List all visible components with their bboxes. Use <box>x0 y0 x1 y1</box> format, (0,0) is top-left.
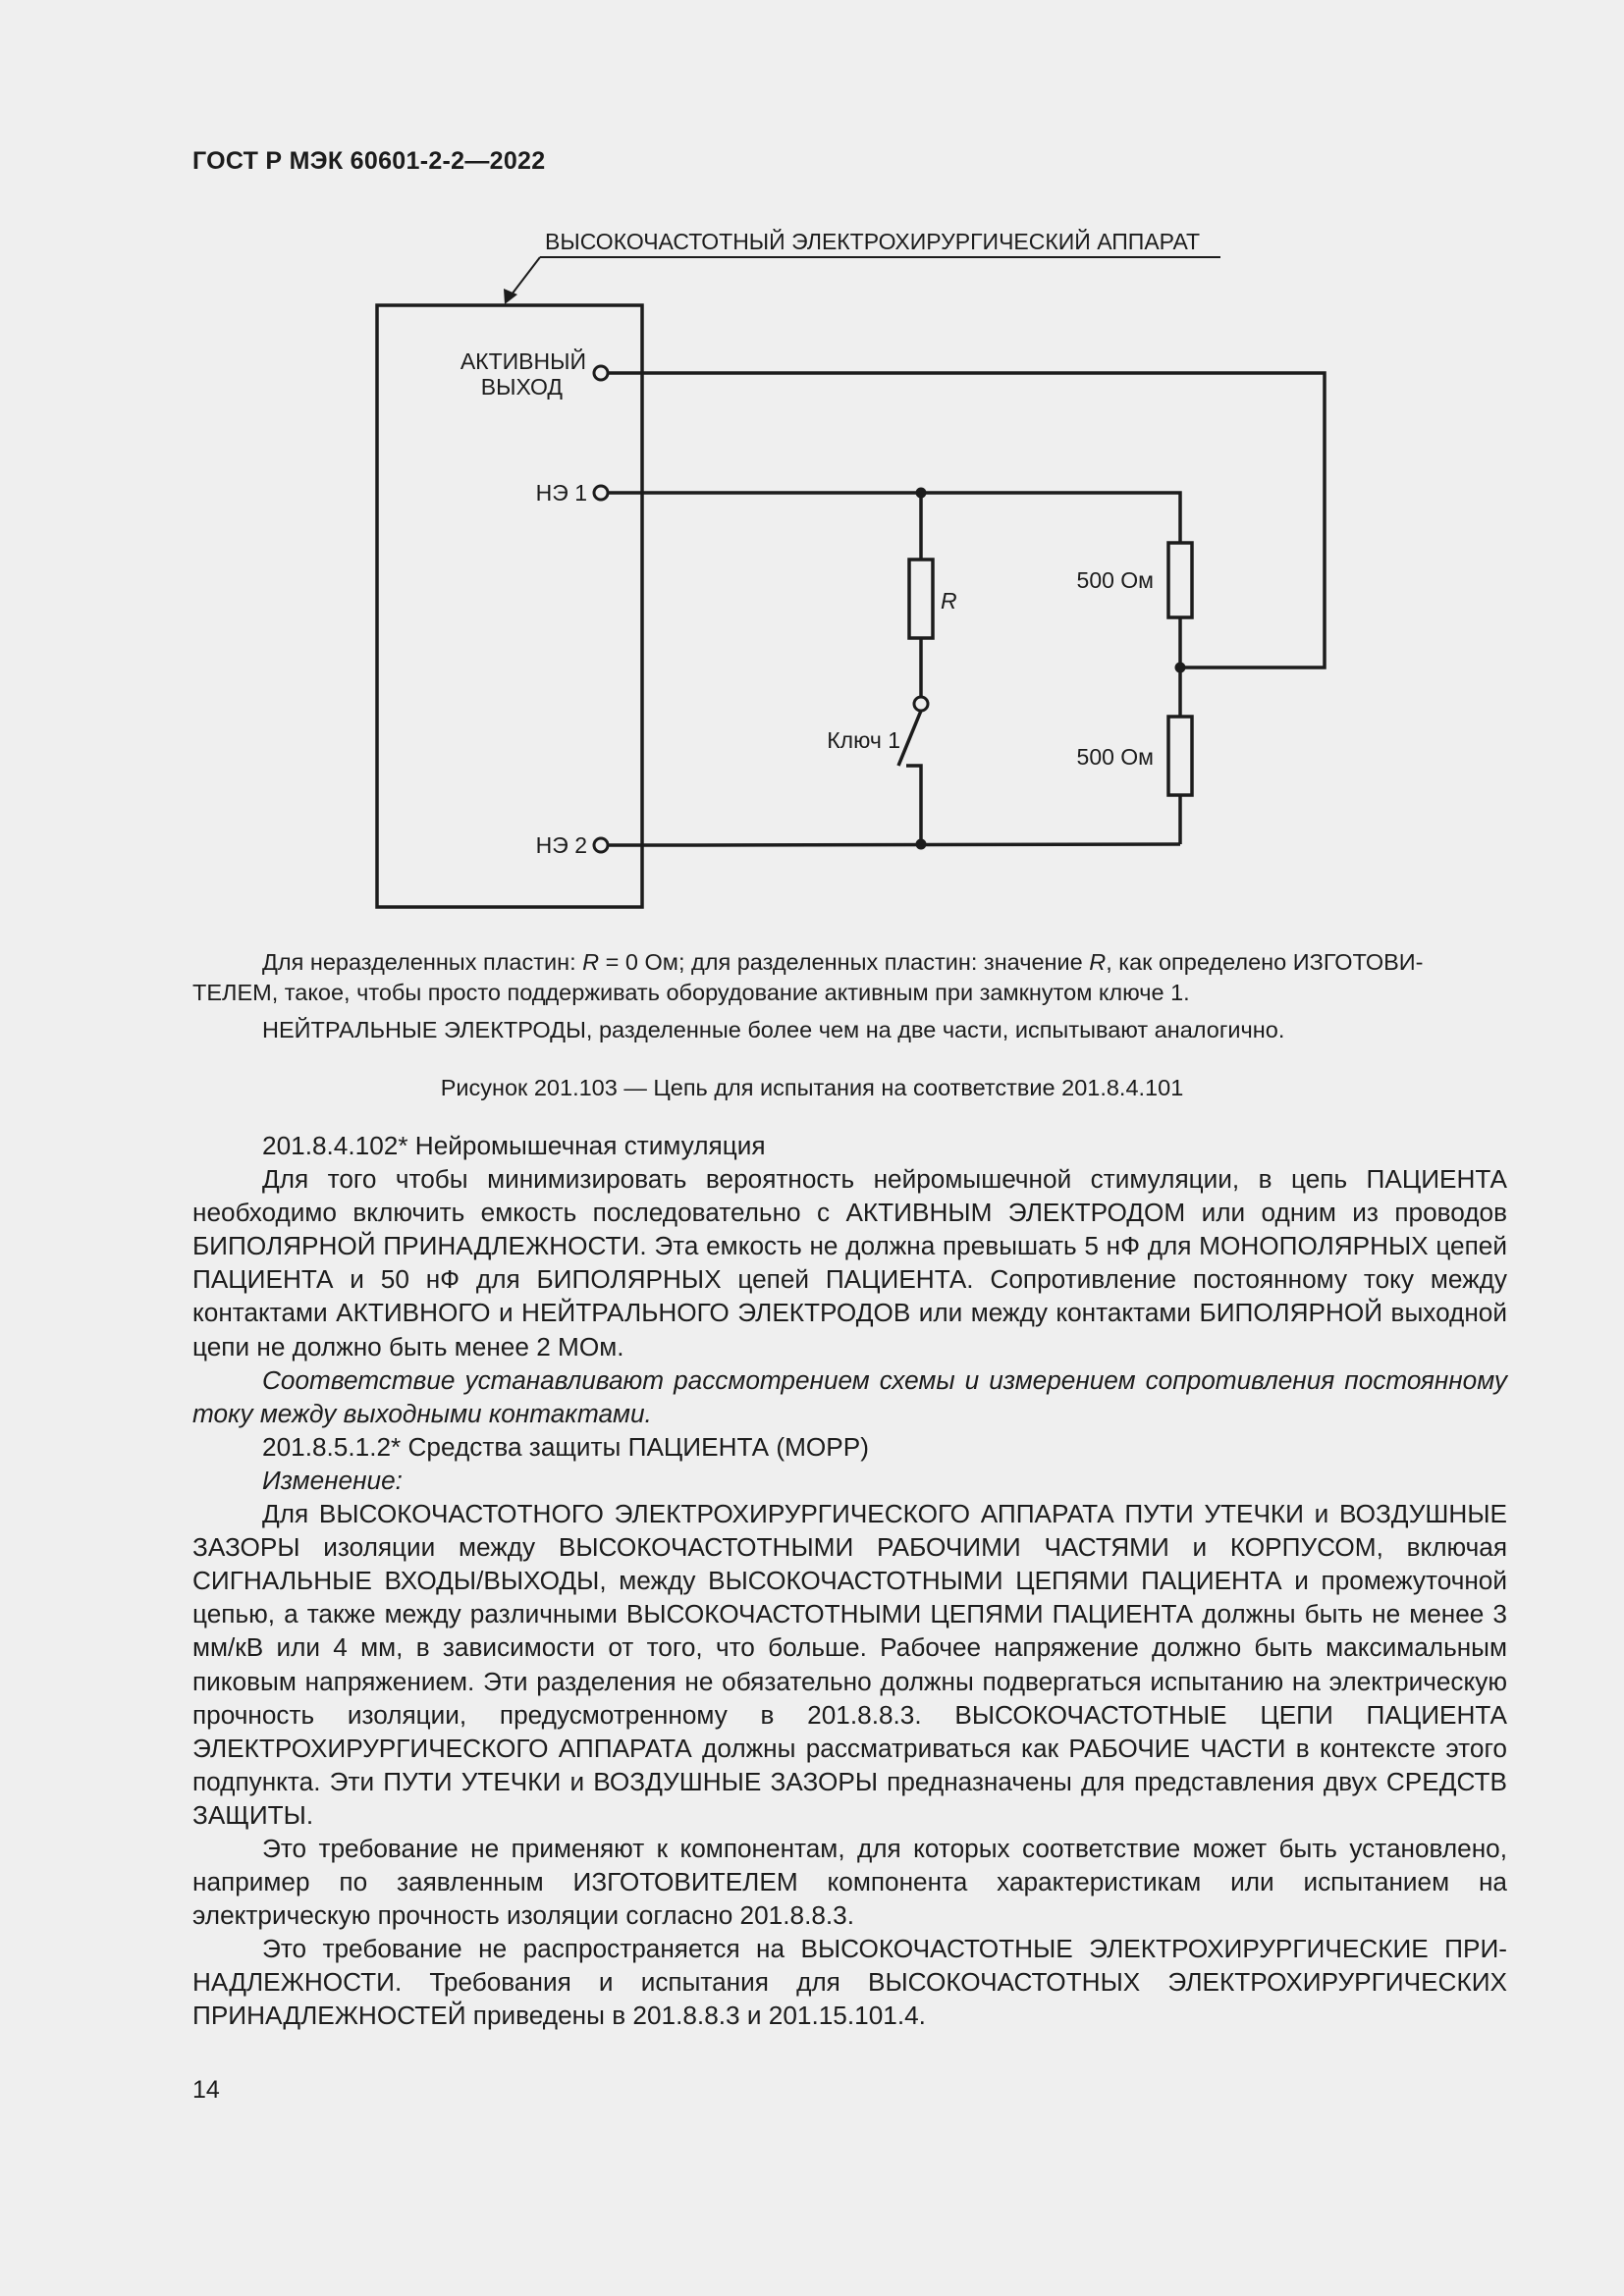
switch-label: Ключ 1 <box>827 727 900 753</box>
resistor-500-top-label: 500 Ом <box>1076 567 1154 593</box>
ne1-wire <box>608 493 1180 543</box>
terminal-ne2 <box>594 838 608 852</box>
figure-caption: Рисунок 201.103 — Цепь для испытания на соответствие 201.8.4.101 <box>440 1075 1184 1100</box>
section-heading-201-8-4-102: 201.8.4.102* Нейромышечная стимуляция <box>262 1131 766 1160</box>
switch-bottom-wire <box>906 766 921 844</box>
test-circuit-diagram <box>0 0 1624 982</box>
body-text <box>192 1129 1507 2033</box>
active-output-label-2: ВЫХОД <box>480 374 563 400</box>
active-output-wire <box>608 373 1325 667</box>
ne1-label: НЭ 1 <box>535 480 587 506</box>
active-output-label-1: АКТИВНЫЙ <box>460 348 586 374</box>
title-leader <box>509 257 540 298</box>
section-heading-201-8-5-1-2: 201.8.5.1.2* Средства защиты ПАЦИЕНТА (МОРР) <box>262 1431 869 1462</box>
device-title: ВЫСОКОЧАСТОТНЫЙ ЭЛЕКТРОХИРУРГИЧЕСКИЙ АППАРАТ <box>545 229 1201 254</box>
terminal-ne1 <box>594 486 608 500</box>
page-number: 14 <box>192 2076 220 2104</box>
amendment-label: Изменение: <box>262 1465 403 1495</box>
resistor-500-bottom-label: 500 Ом <box>1076 744 1154 770</box>
paragraph-compliance: Соответствие устанавливают рассмотрением схемы и измерением сопротивления постоянному току между выходными контактами. <box>192 1364 1507 1428</box>
resistor-r <box>909 560 933 638</box>
resistor-500-top <box>1168 543 1192 617</box>
junction-mid <box>1175 663 1186 673</box>
ne2-wire <box>608 844 1180 845</box>
junction-ne1 <box>916 488 927 499</box>
paragraph: Для того чтобы минимизировать вероятность нейромышечной стимуляции, в цепь ПАЦИЕНТА необходимо включить емкость последовательно с АКТИВНЫМ ЭЛЕКТРОДОМ или одним из проводов БИПОЛЯРНОЙ ПРИНАДЛЕЖНОСТИ. Эта емкость не должна превышать 5 нФ для МОНОПОЛЯРНЫХ цепей ПАЦИЕНТА и 50 нФ для БИПОЛЯРНЫХ цепей ПАЦИЕНТА. Сопротивление постоянному току между контактами АКТИВНОГО и НЕЙТРАЛЬНОГО ЭЛЕКТРОДОВ или между контактами БИПОЛЯРНОЙ выходной цепи не должно быть менее 2 МОм. <box>192 1164 1507 1362</box>
figure-note-1: Для неразделенных пластин: R = 0 Ом; для разделенных пластин: значение R, как определено ИЗГОТОВИ- <box>262 949 1424 975</box>
resistor-500-bottom <box>1168 717 1192 795</box>
ne2-label: НЭ 2 <box>535 832 587 858</box>
switch-lever <box>898 711 921 766</box>
paragraph: Для ВЫСОКОЧАСТОТНОГО ЭЛЕКТРОХИРУРГИЧЕСКОГО АППАРАТА ПУТИ УТЕЧКИ и ВОЗДУШНЫЕ ЗАЗОРЫ изоляции между ВЫСОКОЧАСТОТНЫМИ РАБОЧИМИ ЧАСТЯМИ и КОРПУСОМ, включая СИГНАЛЬНЫЕ ВХОДЫ/ВЫХОДЫ, между ВЫСОКОЧАСТОТНЫМИ ЦЕПЯМИ ПАЦИЕНТА и промежуточной цепью, а также между различными ВЫСОКОЧАСТОТНЫМИ ЦЕПЯМИ ПАЦИЕНТА должны быть не менее 3 мм/кВ или 4 мм, в зависимости от того, что больше. Рабочее напряжение должно быть максимальным пиковым напряжением. Эти разделения не обязательно должны подвергаться испытанию на электрическую прочность изоляции, предусмотренному в 201.8.8.3. ВЫСОКОЧАСТОТНЫЕ ЦЕПИ ПАЦИЕНТА ЭЛЕКТРОХИРУРГИЧЕСКОГО АППАРАТА должны рассматриваться как РАБОЧИЕ ЧАСТИ в контексте этого подпункта. Эти ПУТИ УТЕЧКИ и ВОЗДУШНЫЕ ЗАЗОРЫ предназначены для представления двух СРЕДСТВ ЗАЩИТЫ. <box>192 1499 1507 1830</box>
switch-contact <box>914 697 928 711</box>
resistor-r-label: R <box>941 588 957 614</box>
figure-note-1-continuation: ТЕЛЕМ, такое, чтобы просто поддерживать оборудование активным при замкнутом ключе 1. <box>192 980 1190 1005</box>
document-code: ГОСТ Р МЭК 60601-2-2—2022 <box>192 147 546 175</box>
paragraph: Это требование не применяют к компонентам, для которых соответствие может быть установлено, например по заявленным ИЗГОТОВИТЕЛЕМ компонента характеристикам или испытанием на электрическую прочность изоляции согласно 201.8.8.3. <box>192 1833 1507 1931</box>
terminal-active <box>594 366 608 380</box>
figure-note-2: НЕЙТРАЛЬНЫЕ ЭЛЕКТРОДЫ, разделенные более чем на две части, испытывают аналогично. <box>262 1017 1285 1042</box>
junction-ne2 <box>916 839 927 850</box>
paragraph: Это требование не распространяется на ВЫСОКОЧАСТОТНЫЕ ЭЛЕКТРОХИРУРГИЧЕСКИЕ ПРИНАДЛЕЖНОСТИ. Требования и испытания для ВЫСОКОЧАСТОТНЫХ ЭЛЕКТРОХИРУРГИЧЕСКИХ ПРИНАДЛЕЖНОСТЕЙ приведены в 201.8.8.3 и 201.15.101.4. <box>192 1934 1507 2031</box>
